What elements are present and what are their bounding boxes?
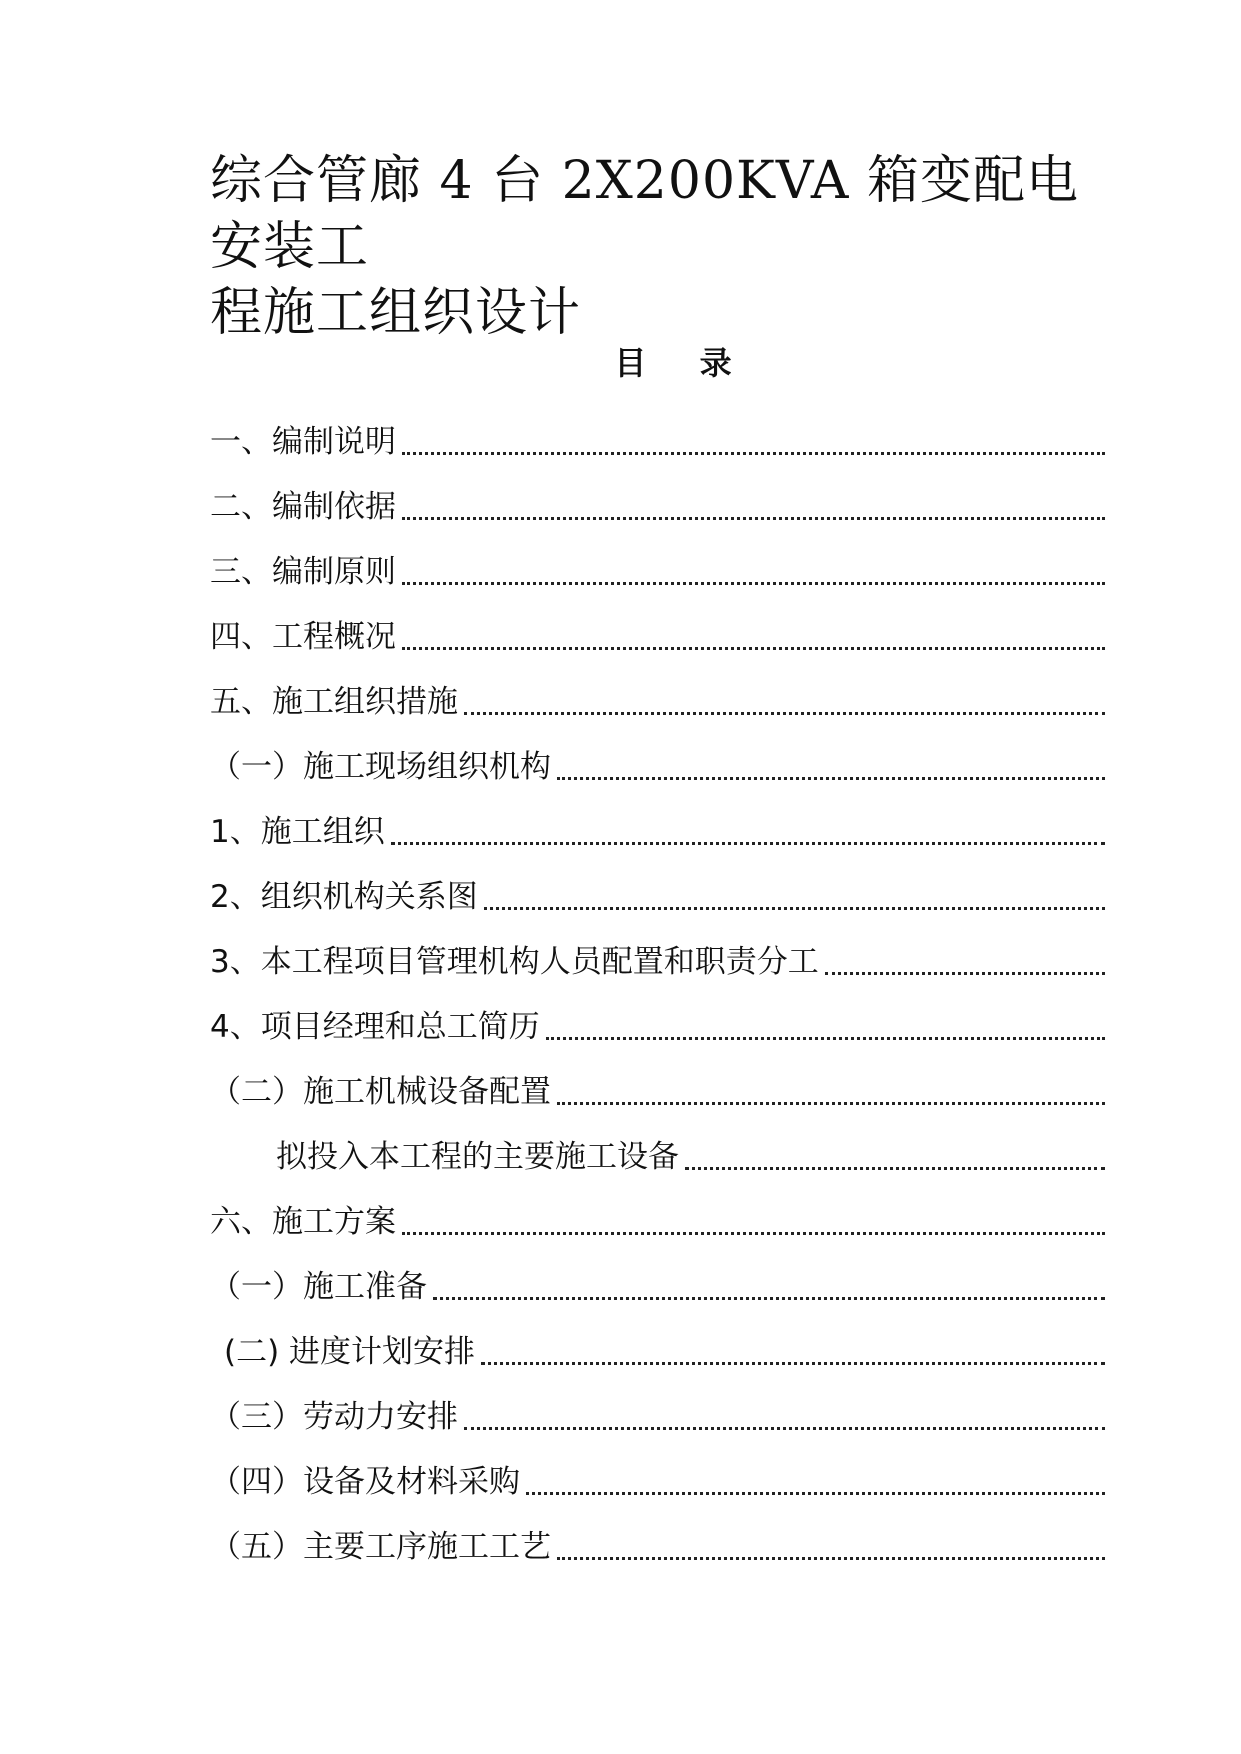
- toc-dot-leader: [557, 777, 1105, 780]
- toc-dot-leader: [433, 1297, 1105, 1300]
- toc-entry[interactable]: [210, 1310, 1105, 1375]
- toc-entry-text: （一）施工现场组织机构: [210, 749, 551, 785]
- toc-dot-leader: [464, 712, 1105, 715]
- toc-entry[interactable]: [210, 530, 1105, 595]
- toc-entry[interactable]: [210, 1245, 1105, 1310]
- toc-dot-leader: [481, 1362, 1105, 1365]
- document-title: [210, 148, 1110, 346]
- toc-dot-leader: [546, 1037, 1105, 1040]
- toc-entry[interactable]: [210, 1505, 1105, 1570]
- toc-dot-leader: [526, 1492, 1105, 1495]
- toc-entry[interactable]: [210, 1180, 1105, 1245]
- document-title-line-1: 综合管廊 4 台 2X200KVA 箱变配电安装工: [210, 151, 1079, 277]
- toc-entry-text: 2、组织机构关系图: [210, 879, 478, 915]
- toc-dot-leader: [402, 647, 1105, 650]
- toc-dot-leader: [402, 1232, 1105, 1235]
- toc-entry[interactable]: [210, 790, 1105, 855]
- toc-entry-text: （二）施工机械设备配置: [210, 1074, 551, 1110]
- toc-dot-leader: [685, 1167, 1105, 1170]
- toc-dot-leader: [557, 1557, 1105, 1560]
- toc-entry[interactable]: [210, 725, 1105, 790]
- toc-entry[interactable]: [210, 920, 1105, 985]
- toc-dot-leader: [402, 517, 1105, 520]
- toc-entry-text: 二、编制依据: [210, 489, 396, 525]
- toc-entry-text: 4、项目经理和总工简历: [210, 1009, 540, 1045]
- toc-entry-text: （三）劳动力安排: [210, 1399, 458, 1435]
- toc-dot-leader: [464, 1427, 1105, 1430]
- toc-entry-text: 1、施工组织: [210, 814, 385, 850]
- toc-entry-text: 一、编制说明: [210, 424, 396, 460]
- toc-entry-text: 四、工程概况: [210, 619, 396, 655]
- toc-entry-text: 拟投入本工程的主要施工设备: [276, 1139, 679, 1175]
- toc-entry[interactable]: [210, 1440, 1105, 1505]
- document-title-line-2: 程施工组织设计: [210, 283, 582, 343]
- toc-heading: 目 录: [614, 344, 746, 382]
- toc-entry-text: 三、编制原则: [210, 554, 396, 590]
- toc-dot-leader: [484, 907, 1105, 910]
- toc-entry[interactable]: [210, 465, 1105, 530]
- toc-entry[interactable]: [210, 1375, 1105, 1440]
- toc-entry[interactable]: [210, 660, 1105, 725]
- toc-entry-text: 3、本工程项目管理机构人员配置和职责分工: [210, 944, 819, 980]
- toc-entry[interactable]: [210, 1115, 1105, 1180]
- toc-entry[interactable]: [210, 985, 1105, 1050]
- toc-entry-text: 五、施工组织措施: [210, 684, 458, 720]
- toc-entry[interactable]: [210, 595, 1105, 660]
- table-of-contents: [210, 400, 1105, 1570]
- toc-entry[interactable]: [210, 855, 1105, 920]
- toc-entry-text: (二) 进度计划安排: [224, 1334, 476, 1370]
- toc-dot-leader: [825, 972, 1105, 975]
- toc-dot-leader: [391, 842, 1105, 845]
- toc-entry-text: （四）设备及材料采购: [210, 1464, 520, 1500]
- toc-entry-text: （五）主要工序施工工艺: [210, 1529, 551, 1565]
- toc-entry-text: 六、施工方案: [210, 1204, 396, 1240]
- toc-entry-text: （一）施工准备: [210, 1269, 427, 1305]
- toc-dot-leader: [402, 582, 1105, 585]
- toc-entry[interactable]: [210, 1050, 1105, 1115]
- toc-entry[interactable]: [210, 400, 1105, 465]
- toc-dot-leader: [557, 1102, 1105, 1105]
- toc-dot-leader: [402, 452, 1105, 455]
